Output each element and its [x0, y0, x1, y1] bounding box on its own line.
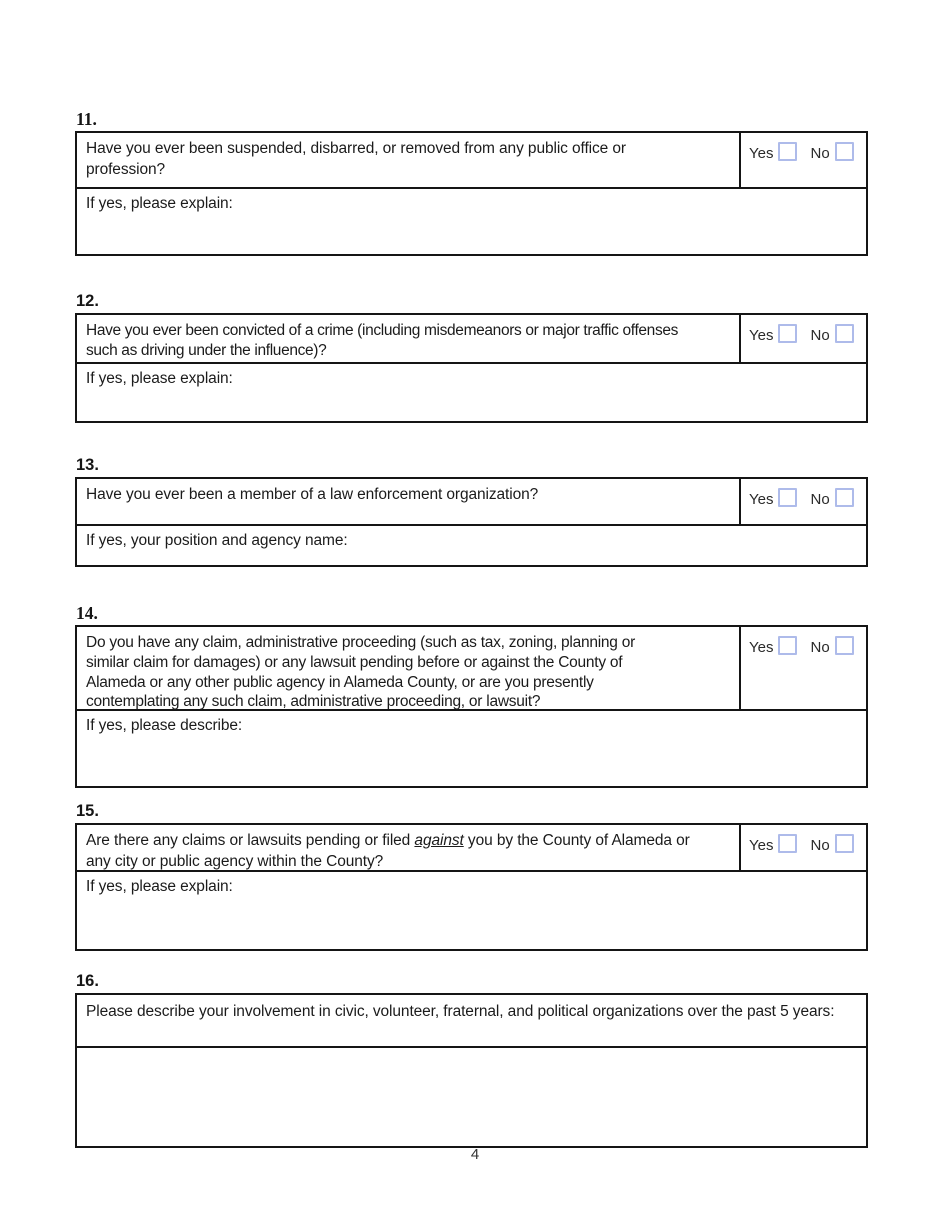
question-block-11 — [75, 108, 868, 256]
yes-label: Yes — [749, 491, 774, 508]
question-table — [75, 313, 868, 423]
question-block-13 — [75, 454, 868, 567]
yes-label: Yes — [749, 639, 774, 656]
question-number: 11. — [76, 109, 97, 129]
question-table — [75, 625, 868, 788]
no-label: No — [810, 327, 830, 344]
question-text: Have you ever been suspended, disbarred, or removed from any public office or profession? — [86, 140, 626, 178]
followup-label: If yes, please explain: — [86, 370, 233, 387]
question-text-after: you by the County of Alameda or any city or public agency within the County? — [86, 832, 690, 870]
no-checkbox[interactable] — [835, 142, 854, 161]
no-label: No — [810, 837, 830, 854]
yes-checkbox[interactable] — [778, 488, 797, 507]
question-text-cell — [77, 825, 741, 870]
yes-label: Yes — [749, 327, 774, 344]
yes-checkbox[interactable] — [778, 324, 797, 343]
question-text-cell — [77, 479, 741, 524]
followup-answer-area[interactable] — [77, 524, 866, 565]
question-number: 13. — [76, 456, 99, 474]
question-text-cell — [77, 995, 866, 1046]
question-table — [75, 477, 868, 567]
question-text-cell — [77, 133, 741, 187]
yes-checkbox[interactable] — [778, 142, 797, 161]
page-number: 4 — [470, 1146, 480, 1163]
no-label: No — [810, 639, 830, 656]
question-number: 16. — [76, 972, 99, 990]
followup-answer-area[interactable] — [77, 709, 866, 786]
no-checkbox[interactable] — [835, 636, 854, 655]
followup-answer-area[interactable] — [77, 187, 866, 254]
yes-no-cell — [741, 825, 866, 870]
question-text-before: Are there any claims or lawsuits pending or filed — [86, 832, 415, 849]
followup-answer-area[interactable] — [77, 870, 866, 949]
followup-label: If yes, please explain: — [86, 195, 233, 212]
question-text: Do you have any claim, administrative proceeding (such as tax, zoning, planning or similar claim for damages) or any lawsuit pending before or against the County of Alameda or any other public agency in Alameda County, or are you presently contemplating any such claim, administrative proceeding, or lawsuit? — [86, 634, 636, 711]
no-label: No — [810, 145, 830, 162]
followup-label: If yes, please describe: — [86, 717, 243, 734]
question-text-cell — [77, 315, 741, 362]
question-text: Have you ever been a member of a law enforcement organization? — [86, 486, 539, 503]
followup-label: If yes, please explain: — [86, 878, 233, 895]
question-text — [86, 831, 698, 872]
question-number: 14. — [76, 603, 98, 623]
question-text: Please describe your involvement in civic, volunteer, fraternal, and political organizations over the past 5 years: — [86, 1003, 835, 1020]
followup-answer-area[interactable] — [77, 362, 866, 421]
no-checkbox[interactable] — [835, 324, 854, 343]
question-table — [75, 823, 868, 951]
question-block-14 — [75, 602, 868, 788]
question-block-15 — [75, 800, 868, 951]
question-number: 12. — [76, 292, 99, 310]
yes-label: Yes — [749, 837, 774, 854]
yes-label: Yes — [749, 145, 774, 162]
yes-checkbox[interactable] — [778, 834, 797, 853]
no-label: No — [810, 491, 830, 508]
yes-checkbox[interactable] — [778, 636, 797, 655]
no-checkbox[interactable] — [835, 488, 854, 507]
yes-no-cell — [741, 479, 866, 524]
question-text-emphasis: against — [414, 832, 464, 849]
yes-no-cell — [741, 627, 866, 709]
followup-label: If yes, your position and agency name: — [86, 532, 348, 549]
question-number: 15. — [76, 802, 99, 820]
question-block-12 — [75, 290, 868, 423]
question-block-16 — [75, 970, 868, 1148]
no-checkbox[interactable] — [835, 834, 854, 853]
question-text-cell — [77, 627, 741, 709]
yes-no-cell — [741, 315, 866, 362]
yes-no-cell — [741, 133, 866, 187]
question-text: Have you ever been convicted of a crime (including misdemeanors or major traffic offenses such as driving under the influence)? — [86, 322, 679, 359]
answer-area[interactable] — [77, 1046, 866, 1146]
question-table — [75, 131, 868, 256]
question-table — [75, 993, 868, 1148]
